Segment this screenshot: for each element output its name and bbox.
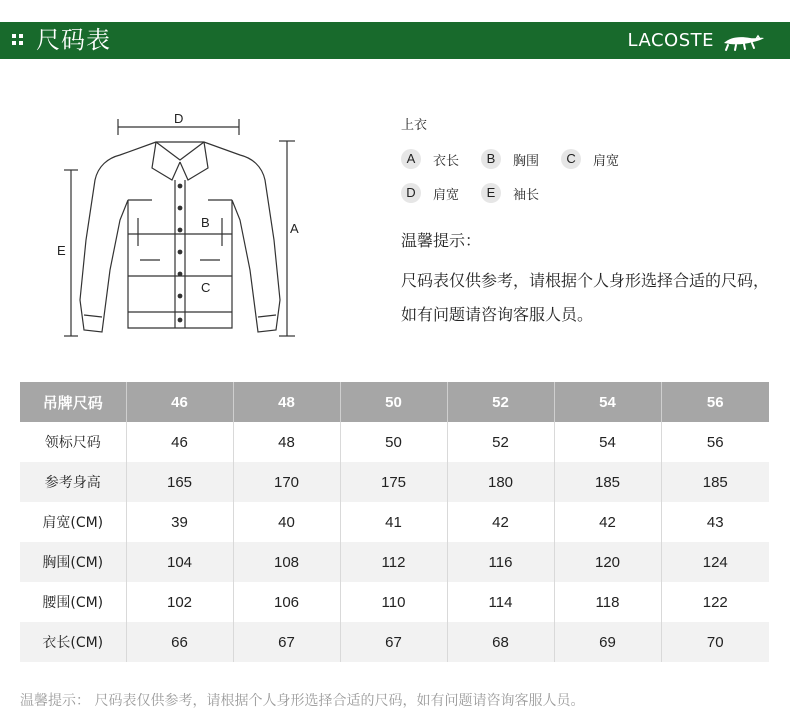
page-title: 尺码表 <box>36 26 111 54</box>
legend-letter: D <box>401 183 421 203</box>
table-cell: 175 <box>340 462 447 502</box>
grid-dots-icon <box>12 34 24 46</box>
crocodile-logo-icon <box>722 31 766 53</box>
legend-label: 肩宽 <box>433 187 460 203</box>
table-row <box>20 422 769 462</box>
table-row <box>20 502 769 542</box>
diagram-label-b: B <box>201 215 210 230</box>
table-cell: 170 <box>233 462 340 502</box>
row-label-cell: 胸围(CM) <box>20 542 126 582</box>
table-cell: 69 <box>554 622 661 662</box>
table-cell: 43 <box>706 513 724 531</box>
table-cell: 102 <box>126 582 233 622</box>
table-cell: 106 <box>233 582 340 622</box>
table-row <box>20 622 769 662</box>
table-cell: 110 <box>340 582 447 622</box>
legend-item-b <box>481 149 539 169</box>
jacket-outline-figure <box>40 100 370 360</box>
table-cell: 180 <box>447 462 554 502</box>
legend-row-2 <box>401 182 781 204</box>
table-cell: 56 <box>706 433 724 451</box>
table-cell: 48 <box>233 422 340 462</box>
table-row <box>20 462 769 502</box>
legend-label: 袖长 <box>513 187 540 203</box>
row-label-cell: 腰围(CM) <box>20 582 126 622</box>
table-cell: 70 <box>661 622 769 662</box>
table-header-cell: 56 <box>661 382 769 422</box>
table-cell: 50 <box>340 422 447 462</box>
tip-title: 温馨提示： <box>401 231 482 250</box>
legend-item-d <box>401 183 459 203</box>
legend-item-a <box>401 149 459 169</box>
table-header-cell: 50 <box>340 382 447 422</box>
table-cell: 116 <box>447 542 554 582</box>
table-cell: 39 <box>126 502 233 542</box>
row-label-cell: 衣长(CM) <box>20 622 126 662</box>
measurement-info <box>401 116 781 332</box>
table-row <box>20 582 769 622</box>
table-cell: 67 <box>233 622 340 662</box>
diagram-label-c: C <box>201 280 211 295</box>
legend-letter: C <box>561 149 581 169</box>
tip-text: 尺码表仅供参考，请根据个人身形选择合适的尺码，如有问题请咨询客服人员。 <box>401 271 770 324</box>
row-label-cell: 领标尺码 <box>20 422 126 462</box>
size-table <box>20 382 769 662</box>
legend-label: 胸围 <box>513 153 540 169</box>
table-cell: 112 <box>340 542 447 582</box>
table-cell: 120 <box>554 542 661 582</box>
garment-category: 上衣 <box>401 118 428 133</box>
legend-letter: E <box>481 183 501 203</box>
table-cell: 46 <box>126 422 233 462</box>
table-cell: 108 <box>233 542 340 582</box>
table-cell: 40 <box>233 502 340 542</box>
table-header-cell: 54 <box>554 382 661 422</box>
table-cell: 52 <box>447 422 554 462</box>
row-label-cell: 肩宽(CM) <box>20 502 126 542</box>
table-cell: 185 <box>554 462 661 502</box>
table-cell: 165 <box>126 462 233 502</box>
legend-item-c <box>561 149 619 169</box>
diagram-label-e: E <box>57 243 66 258</box>
legend-label: 衣长 <box>433 153 460 169</box>
diagram-label-a: A <box>290 221 299 236</box>
table-cell: 104 <box>126 542 233 582</box>
legend-letter: A <box>401 149 421 169</box>
table-header-row <box>20 382 769 422</box>
table-cell: 41 <box>340 502 447 542</box>
header-bar <box>0 22 790 59</box>
table-header-cell: 吊牌尺码 <box>20 382 126 422</box>
legend-label: 肩宽 <box>593 153 620 169</box>
table-header-cell: 46 <box>126 382 233 422</box>
brand-name: LACOSTE <box>627 30 714 51</box>
table-cell: 185 <box>661 462 769 502</box>
legend-letter: B <box>481 149 501 169</box>
jacket-diagram <box>40 100 370 360</box>
footer-note: 温馨提示： 尺码表仅供参考，请根据个人身形选择合适的尺码，如有问题请咨询客服人员。 <box>20 693 585 709</box>
table-cell: 42 <box>447 502 554 542</box>
table-cell: 54 <box>554 422 661 462</box>
table-cell: 114 <box>447 582 554 622</box>
table-header-cell: 48 <box>233 382 340 422</box>
table-cell: 118 <box>554 582 661 622</box>
legend-item-e <box>481 183 539 203</box>
table-cell: 122 <box>702 593 728 611</box>
table-cell: 68 <box>447 622 554 662</box>
row-label-cell: 参考身高 <box>20 462 126 502</box>
table-row <box>20 542 769 582</box>
table-cell: 42 <box>554 502 661 542</box>
table-cell: 124 <box>661 542 769 582</box>
diagram-label-d: D <box>174 111 184 126</box>
table-header-cell: 52 <box>447 382 554 422</box>
table-cell: 67 <box>340 622 447 662</box>
legend-row-1 <box>401 148 781 170</box>
table-cell: 66 <box>126 622 233 662</box>
